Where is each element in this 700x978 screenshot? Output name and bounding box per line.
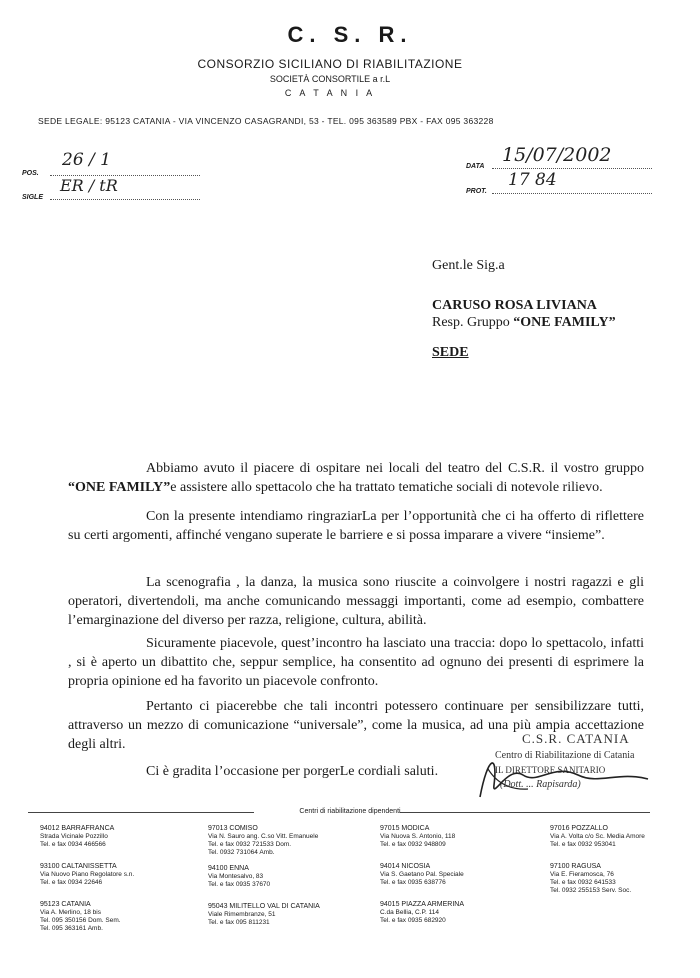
addressee-location: SEDE (432, 345, 469, 360)
footer-column-2 (208, 825, 358, 941)
signature-icon (468, 745, 668, 805)
footer-center (208, 825, 358, 857)
footer-center (550, 863, 700, 895)
date-value: 15/07/2002 (502, 144, 612, 166)
org-name: CONSORZIO SICILIANO DI RIABILITAZIONE (197, 57, 463, 71)
footer-column-1 (40, 825, 190, 947)
p4-text: Sicuramente piacevole, quest’incontro ha lasciato una traccia: dopo lo spettacolo, infatti , si è aperto un dibattito che, seppur semplice, ha consentito ad ognuno dei presenti di esprimere la propria opinione ed ha favorito un piacevole confronto. (68, 636, 644, 689)
footer-city: 94100 ENNA (208, 865, 249, 872)
footer-center (208, 903, 358, 927)
prot-line (492, 193, 652, 194)
footer-line: Tel. e fax 095 811231 (208, 919, 270, 926)
footer-line: Tel. 095 363161 Amb. (40, 925, 103, 932)
footer-center (40, 825, 190, 849)
p2-text: Con la presente intendiamo ringraziarLa per l’opportunità che ci ha offerto di riflettere su certi argomenti, affinché vengano superate le barriere e si possa imparare a vivere “insieme”. (68, 509, 644, 543)
footer-line: Tel. e fax 0935 638776 (380, 879, 446, 886)
stamp-title: C.S.R. CATANIA (522, 731, 630, 746)
org-city: C A T A N I A (284, 88, 376, 98)
footer-city: 97016 POZZALLO (550, 825, 608, 832)
footer-line: Tel. 0932 731064 Amb. (208, 849, 275, 856)
footer-line: Tel. e fax 0935 682920 (380, 917, 446, 924)
paragraph-4 (68, 634, 644, 691)
paragraph-2 (68, 507, 644, 545)
footer-line: Via A. Merlino, 18 bis (40, 909, 101, 916)
footer-line: Via Nuovo Piano Regolatore s.n. (40, 871, 135, 878)
footer-line: Tel. e fax 0932 721533 Dom. (208, 841, 292, 848)
footer-line: Tel. e fax 0935 37670 (208, 881, 271, 888)
footer-column-3 (380, 825, 530, 939)
sigle-line (50, 199, 200, 200)
legal-address: SEDE LEGALE: 95123 CATANIA - VIA VINCENZO CASAGRANDI, 53 - TEL. 095 363589 PBX - FAX 095 363228 (38, 116, 494, 126)
salutation: Gent.le Sig.a (432, 258, 505, 273)
footer-city: 94015 PIAZZA ARMERINA (380, 901, 465, 908)
p3-text: La scenografia , la danza, la musica sono riuscite a coinvolgere i nostri ragazzi e gli operatori, divertendoli, ma anche comunicando messaggi importanti, come ad esempio, combattere l’emarginazione del diverso per razza, religione, cultura, abilità. (68, 575, 644, 628)
stamp-center: Centro di Riabilitazione di Catania (495, 750, 635, 761)
prot-label: PROT. (466, 188, 487, 195)
footer-line: Via Montesalvo, 83 (208, 873, 264, 880)
p1-text: Abbiamo avuto il piacere di ospitare nei locali del teatro del C.S.R. il vostro gruppo (146, 461, 644, 476)
paragraph-1 (68, 459, 644, 497)
footer-line: Tel. 095 350156 Dom. Sem. (40, 917, 121, 924)
footer-column-4 (550, 825, 700, 909)
footer-city: 95043 MILITELLO VAL DI CATANIA (208, 903, 320, 910)
footer-center (380, 863, 530, 887)
pos-value: 26 / 1 (62, 150, 111, 170)
footer-city: 94014 NICOSIA (380, 863, 431, 870)
footer-city: 93100 CALTANISSETTA (40, 863, 117, 870)
footer-line: Tel. e fax 0932 641533 (550, 879, 616, 886)
p5-text: Pertanto ci piacerebbe che tali incontri potessero continuare per sensibilizzare tutti, attraverso un mezzo di comunicazione “universale”, come la musica, ad una più ampia accettazione degli altri. (68, 699, 644, 752)
footer-city: 94012 BARRAFRANCA (40, 825, 115, 832)
date-line (492, 168, 652, 169)
footer-center (40, 901, 190, 933)
footer-line: Tel. 0932 255153 Serv. Soc. (550, 887, 632, 894)
footer-city: 97100 RAGUSA (550, 863, 601, 870)
pos-label: POS. (22, 170, 39, 177)
sigle-value: ER / tR (60, 176, 118, 195)
footer-line: Via E. Fieramosca, 76 (550, 871, 614, 878)
date-label: DATA (466, 163, 485, 170)
p1-rest: e assistere allo spettacolo che ha trattato tematiche sociali di notevole rilievo. (170, 480, 603, 495)
footer-line: Tel. e fax 0932 948809 (380, 841, 446, 848)
footer-line: Via S. Gaetano Pal. Speciale (380, 871, 464, 878)
stamp-director: IL DIRETTORE SANITARIO (495, 765, 606, 775)
footer-center (380, 901, 530, 925)
footer-line: Via Nuova S. Antonio, 118 (380, 833, 456, 840)
sigle-label: SIGLE (22, 194, 44, 201)
footer-city: 97015 MODICA (380, 825, 430, 832)
footer-center (550, 825, 700, 849)
p1-group: “ONE FAMILY” (68, 480, 171, 495)
footer-center (380, 825, 530, 849)
paragraph-3 (68, 573, 644, 630)
footer-line: Via A. Volta c/o Sc. Media Amore (550, 833, 645, 840)
footer-line: C.da Bellia, C.P. 114 (380, 909, 440, 916)
role-prefix: Resp. Gruppo (432, 315, 514, 330)
footer-title: Centri di riabilitazione dipendenti (299, 808, 401, 815)
role-group: “ONE FAMILY” (513, 315, 616, 330)
addressee-name: CARUSO ROSA LIVIANA (432, 298, 597, 313)
addressee-role (432, 315, 616, 331)
footer-city: 95123 CATANIA (40, 901, 91, 908)
footer-center (208, 865, 358, 889)
org-acronym: C. S. R. (287, 22, 413, 47)
org-company-type: SOCIETÀ CONSORTILE a r.L (269, 74, 391, 84)
footer-center (40, 863, 190, 887)
footer-line: Via N. Sauro ang. C.so Vitt. Emanuele (208, 833, 319, 840)
footer-line: Tel. e fax 0934 22646 (40, 879, 103, 886)
footer-line: Tel. e fax 0932 953041 (550, 841, 616, 848)
footer-line: Viale Rimembranze, 51 (208, 911, 276, 918)
closing-line: Ci è gradita l’occasione per porgerLe cordiali saluti. (146, 764, 439, 779)
prot-value: 17 84 (508, 170, 557, 190)
footer-city: 97013 COMISO (208, 825, 258, 832)
footer-line: Tel. e fax 0934 466566 (40, 841, 106, 848)
stamp-doctor: (Dott. ... Rapisarda) (500, 779, 581, 790)
footer-line: Strada Vicinale Pozzillo (40, 833, 108, 840)
